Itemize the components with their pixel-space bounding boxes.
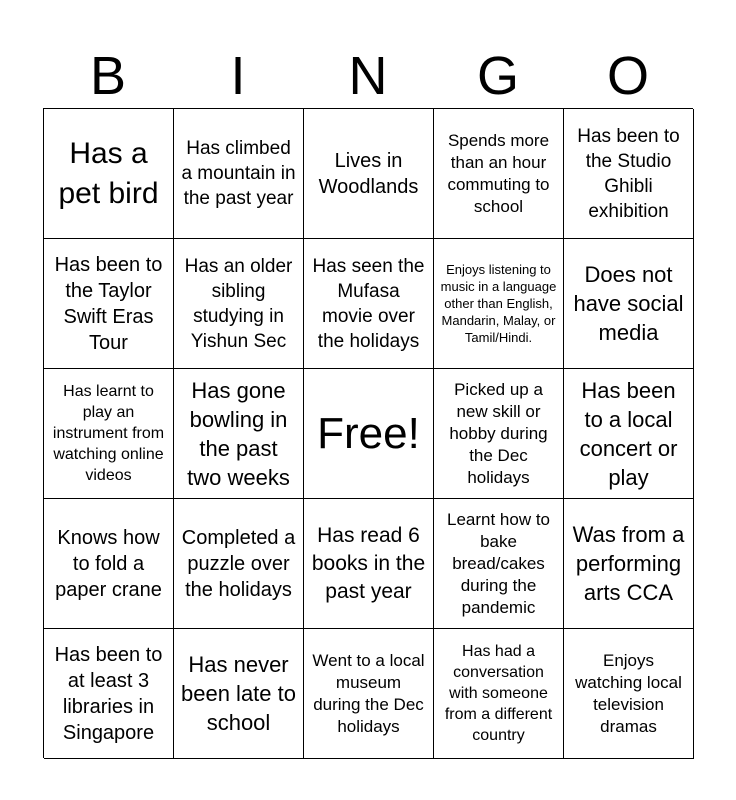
bingo-cell[interactable] (174, 109, 304, 239)
cell-text: Has been to a local concert or play (579, 377, 678, 490)
header-letter-g: G (476, 46, 519, 106)
bingo-cell[interactable] (564, 499, 694, 629)
free-cell[interactable] (304, 369, 434, 499)
cell-text: Has gone bowling in the past two weeks (187, 377, 290, 490)
cell-text: Has climbed a mountain in the past year (181, 138, 296, 209)
cell-text: Has read 6 books in the past year (311, 523, 426, 603)
header-letter-n: N (348, 46, 388, 106)
bingo-cell[interactable] (434, 499, 564, 629)
cell-text: Has seen the Mufasa movie over the holidays (312, 255, 425, 352)
cell-text: Has a pet bird (58, 136, 159, 210)
bingo-cell[interactable] (174, 499, 304, 629)
cell-text: Has been to the Taylor Swift Eras Tour (54, 253, 163, 354)
bingo-cell[interactable] (174, 629, 304, 759)
bingo-cell[interactable] (434, 369, 564, 499)
header-letter-i: I (230, 46, 246, 106)
bingo-cell[interactable] (174, 239, 304, 369)
cell-text: Has been to at least 3 libraries in Singapore (54, 643, 163, 744)
cell-text: Lives in Woodlands (318, 149, 419, 198)
header-letter-b: B (89, 46, 127, 106)
bingo-cell[interactable] (304, 499, 434, 629)
bingo-cell[interactable] (564, 109, 694, 239)
bingo-cell[interactable] (44, 239, 174, 369)
bingo-cell[interactable] (564, 239, 694, 369)
bingo-cell[interactable] (564, 629, 694, 759)
bingo-cell[interactable] (44, 499, 174, 629)
cell-text: Enjoys watching local television dramas (575, 650, 682, 736)
cell-text: Was from a performing arts CCA (572, 522, 685, 605)
cell-text: Does not have social media (573, 262, 684, 345)
bingo-cell[interactable] (304, 629, 434, 759)
cell-text: Completed a puzzle over the holidays (181, 526, 296, 601)
cell-text: Spends more than an hour commuting to school (447, 130, 550, 216)
cell-text: Enjoys listening to music in a language other than English, Mandarin, Malay, or Tamil/Hindi. (440, 262, 557, 345)
header-letter-o: O (606, 46, 649, 106)
bingo-header (43, 45, 693, 107)
free-cell-text: Free! (317, 408, 420, 458)
bingo-cell[interactable] (44, 109, 174, 239)
bingo-cell[interactable] (564, 369, 694, 499)
bingo-cell[interactable] (434, 629, 564, 759)
bingo-cell[interactable] (304, 239, 434, 369)
bingo-grid (43, 108, 693, 758)
bingo-cell[interactable] (434, 239, 564, 369)
cell-text: Picked up a new skill or hobby during the Dec holidays (449, 379, 548, 487)
cell-text: Has an older sibling studying in Yishun Sec (184, 255, 293, 352)
cell-text: Went to a local museum during the Dec holidays (312, 650, 425, 736)
bingo-cell[interactable] (174, 369, 304, 499)
cell-text: Has never been late to school (181, 652, 296, 735)
cell-text: Has been to the Studio Ghibli exhibition (577, 125, 680, 222)
cell-text: Has learnt to play an instrument from watching online videos (52, 383, 165, 484)
bingo-cell[interactable] (44, 369, 174, 499)
cell-text: Has had a conversation with someone from a different country (444, 643, 553, 744)
cell-text: Knows how to fold a paper crane (55, 526, 162, 601)
bingo-cell[interactable] (304, 109, 434, 239)
bingo-cell[interactable] (434, 109, 564, 239)
cell-text: Learnt how to bake bread/cakes during the pandemic (446, 509, 550, 617)
bingo-cell[interactable] (44, 629, 174, 759)
